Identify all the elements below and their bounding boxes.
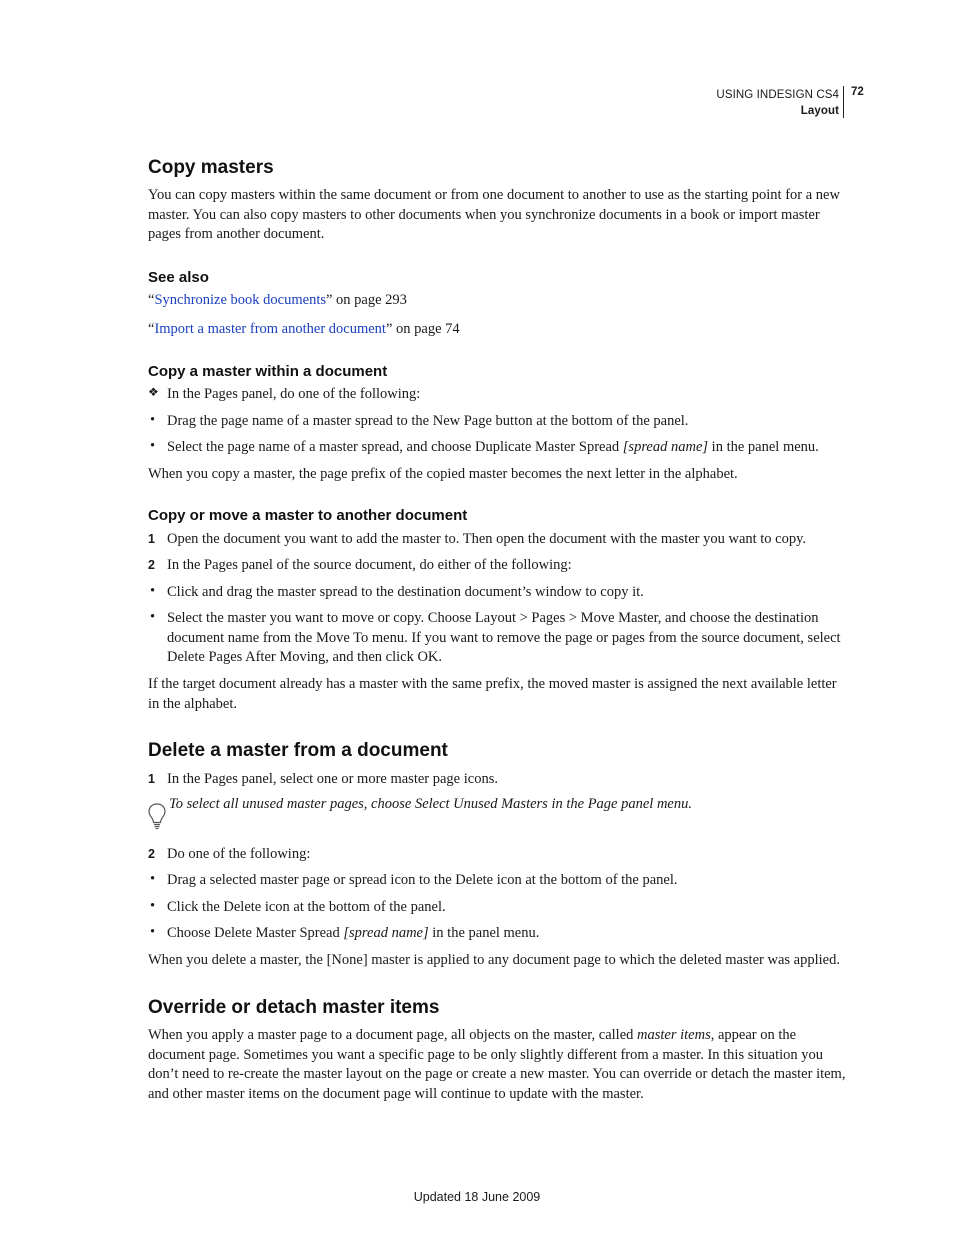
- bullet: •: [150, 871, 156, 887]
- bullet-text: Select the master you want to move or copy. Choose Layout > Pages > Move Master, and choose the destination document name from the Move To menu. If you want to remove the page or pages from the source document, select Delete Pages After Moving, and then click OK.: [167, 610, 841, 666]
- step-number: 2: [148, 847, 155, 861]
- section-name: Layout: [800, 105, 839, 117]
- see-also-item: “Synchronize book documents” on page 293: [148, 292, 407, 308]
- step-marker: ❖: [148, 385, 159, 399]
- step-text: In the Pages panel, select one or more master page icons.: [167, 771, 498, 787]
- bullet: •: [150, 609, 156, 625]
- header-divider: [843, 86, 844, 118]
- heading-copy-move: Copy or move a master to another document: [148, 507, 468, 524]
- bullet: •: [150, 438, 156, 454]
- bullet: •: [150, 898, 156, 914]
- step-number: 1: [148, 532, 155, 546]
- bullet-text: Drag the page name of a master spread to the New Page button at the bottom of the panel.: [167, 413, 689, 429]
- step-number: 2: [148, 558, 155, 572]
- copy-within-note: When you copy a master, the page prefix of the copied master becomes the next letter in the alphabet.: [148, 466, 738, 482]
- lightbulb-icon: [147, 802, 167, 830]
- page-number: 72: [851, 86, 864, 98]
- heading-delete-master: Delete a master from a document: [148, 740, 448, 761]
- link-synchronize-book-documents[interactable]: Synchronize book documents: [154, 292, 326, 308]
- bullet: •: [150, 412, 156, 428]
- link-import-master[interactable]: Import a master from another document: [154, 321, 386, 337]
- step-text: Open the document you want to add the master to. Then open the document with the master you want to copy.: [167, 531, 807, 547]
- see-also-heading: See also: [148, 269, 209, 286]
- heading-copy-within: Copy a master within a document: [148, 363, 388, 380]
- bullet-text: Click the Delete icon at the bottom of the panel.: [167, 899, 446, 915]
- bullet-text: Choose Delete Master Spread [spread name] in the panel menu.: [167, 925, 540, 941]
- heading-override: Override or detach master items: [148, 997, 440, 1018]
- see-also-item: “Import a master from another document” on page 74: [148, 321, 460, 337]
- running-header: [716, 87, 839, 119]
- heading-copy-masters: Copy masters: [148, 157, 274, 178]
- bullet-text: Click and drag the master spread to the destination document’s window to copy it.: [167, 584, 644, 600]
- step-text: In the Pages panel of the source document, do either of the following:: [167, 557, 572, 573]
- step-number: 1: [148, 772, 155, 786]
- override-body: When you apply a master page to a document page, all objects on the master, called master items, appear on the document page. Sometimes you want a specific page to be only slightly different from a master. In this situation you don’t need to re-create the master layout on the page or create a new master. You can override or detach the master item, and other master items on the document page will continue to update with the master.: [148, 1027, 846, 1102]
- copy-move-note: If the target document already has a master with the same prefix, the moved master is assigned the next available letter in the alphabet.: [148, 676, 837, 712]
- copy-masters-intro: You can copy masters within the same document or from one document to another to use as the starting point for a new master. You can also copy masters to other documents when you synchronize documents in a book or import master pages from another document.: [148, 187, 840, 243]
- bullet-text: Drag a selected master page or spread icon to the Delete icon at the bottom of the panel.: [167, 872, 678, 888]
- step-text: Do one of the following:: [167, 846, 311, 862]
- footer-updated: Updated 18 June 2009: [413, 1190, 541, 1204]
- bullet-text: Select the page name of a master spread, and choose Duplicate Master Spread [spread name] in the panel menu.: [167, 439, 819, 455]
- tip-text: To select all unused master pages, choose Select Unused Masters in the Page panel menu.: [169, 796, 692, 812]
- step-text: In the Pages panel, do one of the following:: [167, 386, 421, 402]
- delete-master-note: When you delete a master, the [None] master is applied to any document page to which the deleted master was applied.: [148, 952, 840, 968]
- bullet: •: [150, 924, 156, 940]
- book-title: USING INDESIGN CS4: [716, 89, 839, 101]
- bullet: •: [150, 583, 156, 599]
